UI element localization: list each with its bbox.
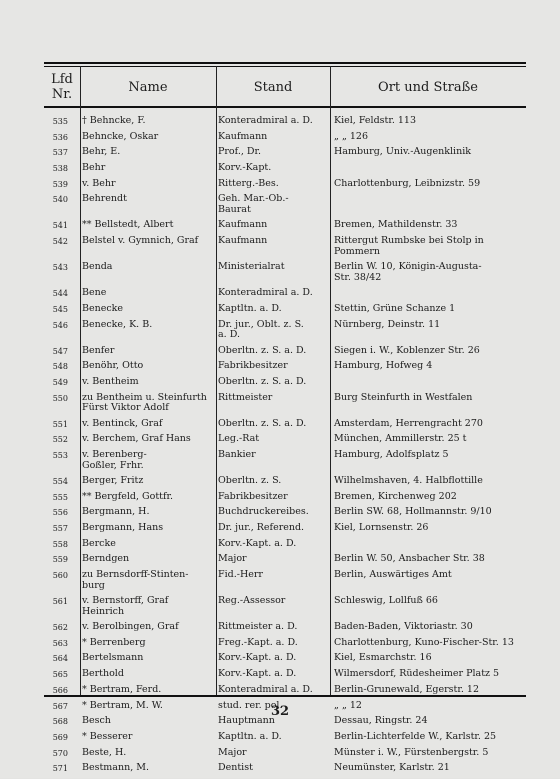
table-row (44, 262, 526, 288)
entry-stand: Ritterg.-Bes. (218, 177, 279, 189)
entry-name: Behrendt (82, 193, 127, 205)
entry-stand: Major (218, 553, 247, 565)
table-row (44, 685, 526, 701)
entry-name: Benfer (82, 344, 115, 356)
entry-address: Bremen, Mathildenstr. 33 (334, 219, 458, 231)
entry-stand: Buchdruckereibes. (218, 506, 309, 518)
entry-number: 569 (52, 732, 68, 742)
entry-stand: Fabrikbesitzer (218, 490, 288, 502)
entry-name: v. Bernstorff, Graf Heinrich (82, 595, 169, 617)
entry-stand: Rittmeister a. D. (218, 621, 298, 633)
header-ort: Ort und Straße (378, 79, 478, 95)
entry-number: 558 (52, 539, 68, 549)
entry-name: Belstel v. Gymnich, Graf (82, 235, 199, 247)
entry-address: Siegen i. W., Koblenzer Str. 26 (334, 344, 480, 356)
entry-number: 548 (52, 362, 68, 372)
table-row (44, 377, 526, 393)
entry-stand: Kaptltn. a. D. (218, 302, 282, 314)
entry-stand: Reg.-Assessor (218, 595, 286, 607)
entry-address: „ „ 126 (334, 130, 369, 142)
entry-stand: Kaufmann (218, 235, 268, 247)
entry-stand: Oberltn. z. S. a. D. (218, 375, 307, 387)
entry-stand: Leg.-Rat (218, 433, 260, 445)
table-row (44, 596, 526, 622)
entry-address: Münster i. W., Fürstenbergstr. 5 (334, 746, 489, 758)
entry-name: zu Bentheim u. Steinfurth Fürst Viktor Adolf (82, 391, 207, 414)
entry-name: Benecke, K. B. (82, 318, 153, 330)
entry-number: 544 (52, 289, 68, 299)
entry-number: 537 (52, 148, 68, 158)
entry-stand: Fabrikbesitzer (218, 360, 288, 372)
entry-stand: Hauptmann (218, 715, 275, 727)
table-row (44, 132, 526, 148)
entry-number: 554 (52, 476, 68, 486)
table-row (44, 507, 526, 523)
entry-name: v. Bentinck, Graf (82, 417, 163, 429)
entry-name: Behr, E. (82, 146, 121, 158)
table-row (44, 763, 526, 779)
table-row (44, 288, 526, 304)
entry-number: 564 (52, 654, 68, 664)
entry-number: 555 (52, 492, 68, 502)
entry-number: 550 (52, 393, 68, 403)
entry-stand: Konteradmiral a. D. (218, 115, 313, 126)
entry-number: 557 (52, 524, 68, 533)
entry-number: 552 (52, 435, 68, 445)
table-row (44, 476, 526, 492)
entry-name: Behr (82, 162, 106, 174)
entry-stand: Kaufmann (218, 130, 268, 142)
entry-name: Bestmann, M. (82, 762, 149, 774)
table-row (44, 419, 526, 435)
entry-address: Bremen, Kirchenweg 202 (334, 490, 457, 502)
entry-address: „ „ 12 (334, 699, 362, 711)
entry-number: 545 (52, 304, 68, 314)
entry-name: Bergmann, Hans (82, 522, 164, 533)
table-row (44, 320, 526, 346)
entry-name: Beste, H. (82, 746, 127, 758)
entry-address: Berlin SW. 68, Hollmannstr. 9/10 (334, 506, 492, 518)
entry-address: Hamburg, Univ.-Augenklinik (334, 146, 471, 158)
table-row (44, 450, 526, 476)
table-top-rule-thin (44, 66, 526, 67)
entry-name: * Berrenberg (82, 636, 146, 648)
entry-number: 571 (52, 764, 68, 774)
entry-name: Besch (82, 715, 111, 727)
entry-number: 559 (52, 555, 68, 565)
entry-address: Kiel, Lornsenstr. 26 (334, 522, 429, 533)
page-number: 32 (270, 704, 290, 719)
entry-stand: Dr. jur., Oblt. z. S. a. D. (218, 318, 304, 341)
entry-stand: Ministerialrat (218, 261, 285, 273)
table-row (44, 669, 526, 685)
entry-number: 539 (52, 179, 68, 189)
entry-number: 549 (52, 377, 68, 387)
table-top-rule (44, 62, 526, 64)
entry-stand: Konteradmiral a. D. (218, 683, 313, 695)
table-row (44, 236, 526, 262)
entry-address: Schleswig, Lollfuß 66 (334, 595, 438, 607)
entry-stand: Kaufmann (218, 219, 268, 231)
header-name: Name (128, 79, 168, 95)
entry-number: 538 (52, 164, 68, 174)
entry-name: v. Behr (82, 177, 116, 189)
entry-name: Benda (82, 261, 113, 273)
entry-name: v. Berolbingen, Graf (82, 621, 179, 633)
entry-number: 568 (52, 717, 68, 727)
entry-address: Nürnberg, Deinstr. 11 (334, 318, 441, 330)
entry-stand: Dr. jur., Referend. (218, 522, 305, 533)
entry-number: 543 (52, 263, 68, 273)
entry-address: Hamburg, Adolfsplatz 5 (334, 448, 449, 460)
entry-number: 540 (52, 195, 68, 205)
header-stand: Stand (253, 79, 293, 95)
entry-name: Berger, Fritz (82, 474, 144, 486)
entry-stand: stud. rer. pol. (218, 699, 283, 711)
entry-number: 553 (52, 450, 68, 460)
entry-number: 547 (52, 346, 68, 356)
entry-address: Burg Steinfurth in Westfalen (334, 391, 473, 403)
entry-address: Kiel, Esmarchstr. 16 (334, 652, 432, 664)
entry-name: * Bertram, M. W. (82, 699, 163, 711)
table-row (44, 539, 526, 555)
table-row (44, 638, 526, 654)
entry-stand: Kaptltn. a. D. (218, 730, 282, 742)
table-row (44, 622, 526, 638)
entry-number: 542 (52, 237, 68, 247)
entry-number: 551 (52, 419, 68, 429)
entry-name: v. Berenberg- Goßler, Frhr. (82, 448, 147, 471)
entry-number: 535 (52, 117, 68, 126)
entry-name: * Besserer (82, 730, 133, 742)
entry-number: 536 (52, 132, 68, 142)
entry-stand: Fid.-Herr (218, 569, 263, 581)
entry-stand: Oberltn. z. S. (218, 474, 282, 486)
entry-address: Stettin, Grüne Schanze 1 (334, 302, 456, 314)
table-row (44, 748, 526, 764)
entry-address: Charlottenburg, Kuno-Fischer-Str. 13 (334, 636, 514, 648)
entry-address: Rittergut Rumbske bei Stolp in Pommern (334, 235, 484, 257)
entry-name: † Behncke, F. (82, 115, 146, 126)
entry-stand: Korv.-Kapt. a. D. (218, 668, 297, 680)
table-row (44, 179, 526, 195)
entry-address: Wilhelmshaven, 4. Halbflottille (334, 474, 483, 486)
entry-list (44, 116, 526, 779)
header-rule (44, 106, 526, 108)
entry-name: zu Bernsdorff-Stinten- burg (82, 569, 189, 591)
table-row (44, 393, 526, 419)
entry-address: Baden-Baden, Viktoriastr. 30 (334, 621, 473, 633)
entry-address: München, Ammillerstr. 25 t (334, 433, 467, 445)
entry-number: 567 (52, 701, 68, 711)
entry-name: ** Bergfeld, Gottfr. (82, 490, 174, 502)
table-row (44, 732, 526, 748)
table-row (44, 361, 526, 377)
table-row (44, 220, 526, 236)
entry-number: 565 (52, 670, 68, 680)
table-row (44, 304, 526, 320)
entry-name: Bercke (82, 537, 116, 549)
entry-stand: Dentist (218, 762, 253, 774)
entry-name: v. Berchem, Graf Hans (82, 433, 191, 445)
entry-address: Kiel, Feldstr. 113 (334, 115, 417, 126)
entry-address: Berlin W. 50, Ansbacher Str. 38 (334, 553, 485, 565)
entry-name: Berthold (82, 668, 124, 680)
entry-name: Benecke (82, 302, 124, 314)
entry-number: 566 (52, 685, 68, 695)
entry-address: Amsterdam, Herrengracht 270 (334, 417, 483, 429)
table-row (44, 554, 526, 570)
entry-address: Berlin-Lichterfelde W., Karlstr. 25 (334, 730, 497, 742)
entry-name: v. Bentheim (82, 375, 139, 387)
entry-number: 556 (52, 508, 68, 518)
table-row (44, 147, 526, 163)
entry-stand: Prof., Dr. (218, 146, 262, 158)
entry-number: 541 (52, 221, 68, 231)
entry-stand: Oberltn. z. S. a. D. (218, 417, 307, 429)
header-nr: Lfd Nr. (51, 72, 73, 102)
entry-number: 563 (52, 638, 68, 648)
entry-address: Berlin, Auswärtiges Amt (334, 569, 452, 581)
entry-name: Bergmann, H. (82, 506, 150, 518)
entry-address: Neumünster, Karlstr. 21 (334, 762, 450, 774)
table-row (44, 194, 526, 220)
table-row (44, 570, 526, 596)
table-row (44, 653, 526, 669)
entry-stand: Konteradmiral a. D. (218, 287, 313, 299)
entry-name: Bertelsmann (82, 652, 144, 664)
table-row (44, 523, 526, 539)
table-row (44, 346, 526, 362)
entry-stand: Freg.-Kapt. a. D. (218, 636, 298, 648)
entry-name: Bene (82, 287, 107, 299)
entry-address: Berlin-Grunewald, Egerstr. 12 (334, 683, 479, 695)
entry-stand: Korv.-Kapt. a. D. (218, 537, 297, 549)
entry-name: Berndgen (82, 553, 130, 565)
entry-number: 560 (52, 571, 68, 581)
table-row (44, 434, 526, 450)
entry-number: 546 (52, 320, 68, 330)
entry-number: 561 (52, 597, 68, 607)
entry-address: Hamburg, Hofweg 4 (334, 360, 433, 372)
entry-stand: Geh. Mar.-Ob.- Baurat (218, 193, 289, 216)
entry-address: Dessau, Ringstr. 24 (334, 715, 428, 727)
entry-stand: Major (218, 746, 247, 758)
entry-stand: Korv.-Kapt. (218, 162, 272, 174)
entry-stand: Bankier (218, 448, 256, 460)
table-row (44, 163, 526, 179)
entry-name: ** Bellstedt, Albert (82, 219, 174, 231)
entry-name: * Bertram, Ferd. (82, 683, 162, 695)
table-row (44, 116, 526, 132)
entry-number: 570 (52, 748, 68, 758)
entry-address: Charlottenburg, Leibnizstr. 59 (334, 177, 481, 189)
entry-stand: Korv.-Kapt. a. D. (218, 652, 297, 664)
entry-name: Behncke, Oskar (82, 130, 159, 142)
entry-address: Berlin W. 10, Königin-Augusta- Str. 38/42 (334, 261, 482, 283)
entry-number: 562 (52, 623, 68, 633)
entry-stand: Oberltn. z. S. a. D. (218, 344, 307, 356)
table-row (44, 492, 526, 508)
entry-name: Benöhr, Otto (82, 360, 144, 372)
entry-address: Wilmersdorf, Rüdesheimer Platz 5 (334, 668, 500, 680)
entry-stand: Rittmeister (218, 391, 273, 403)
